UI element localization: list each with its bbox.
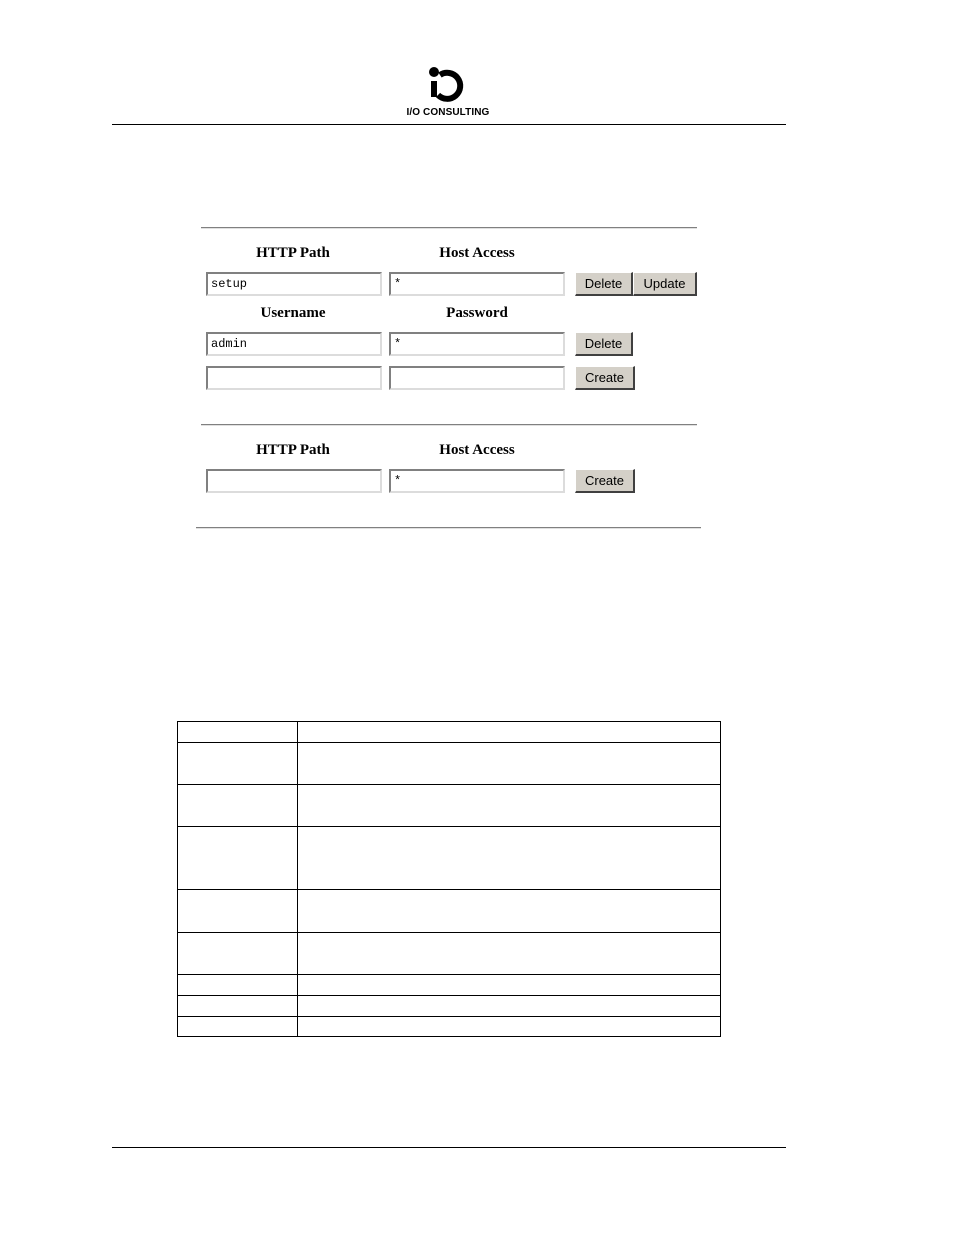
password-label: Password (446, 305, 508, 321)
password-input[interactable] (389, 332, 565, 356)
panel-top-divider (201, 227, 697, 229)
header-rule (112, 124, 786, 125)
path-delete-button[interactable]: Delete (575, 272, 633, 296)
table-row (178, 785, 721, 827)
table-row (178, 743, 721, 785)
path-create-button[interactable]: Create (575, 469, 635, 493)
table-cell (298, 890, 721, 933)
parameter-table (177, 721, 721, 1037)
table-row (178, 890, 721, 933)
table-cell (178, 827, 298, 890)
table-cell (178, 743, 298, 785)
table-cell (178, 890, 298, 933)
table-row (178, 975, 721, 996)
username-input[interactable] (206, 332, 382, 356)
new-http-path-input[interactable] (206, 469, 382, 493)
table-cell (298, 722, 721, 743)
table-cell (298, 975, 721, 996)
io-logo-icon (428, 66, 468, 106)
username-label: Username (260, 305, 326, 321)
table-cell (178, 975, 298, 996)
host-access-label: Host Access (439, 245, 515, 261)
path-update-button[interactable]: Update (633, 272, 697, 296)
table-cell (298, 1017, 721, 1037)
new-password-input[interactable] (389, 366, 565, 390)
table-row (178, 933, 721, 975)
table-cell (298, 996, 721, 1017)
table-row (178, 827, 721, 890)
table-cell (178, 996, 298, 1017)
new-host-access-label: Host Access (439, 442, 515, 458)
table-cell (298, 785, 721, 827)
table-cell (178, 933, 298, 975)
logo-text: I/O CONSULTING (406, 107, 490, 118)
table-cell (178, 722, 298, 743)
table-cell (178, 1017, 298, 1037)
table-cell (298, 827, 721, 890)
http-path-label: HTTP Path (256, 245, 330, 261)
table-cell (298, 933, 721, 975)
new-host-access-input[interactable] (389, 469, 565, 493)
company-logo (400, 66, 496, 122)
table-row (178, 722, 721, 743)
http-path-input[interactable] (206, 272, 382, 296)
panel-bottom-divider (196, 527, 701, 529)
table-cell (298, 743, 721, 785)
new-username-input[interactable] (206, 366, 382, 390)
new-http-path-label: HTTP Path (256, 442, 330, 458)
user-create-button[interactable]: Create (575, 366, 635, 390)
panel-middle-divider (201, 424, 697, 426)
host-access-input[interactable] (389, 272, 565, 296)
table-row (178, 1017, 721, 1037)
footer-rule (112, 1147, 786, 1148)
table-cell (178, 785, 298, 827)
user-delete-button[interactable]: Delete (575, 332, 633, 356)
table-row (178, 996, 721, 1017)
